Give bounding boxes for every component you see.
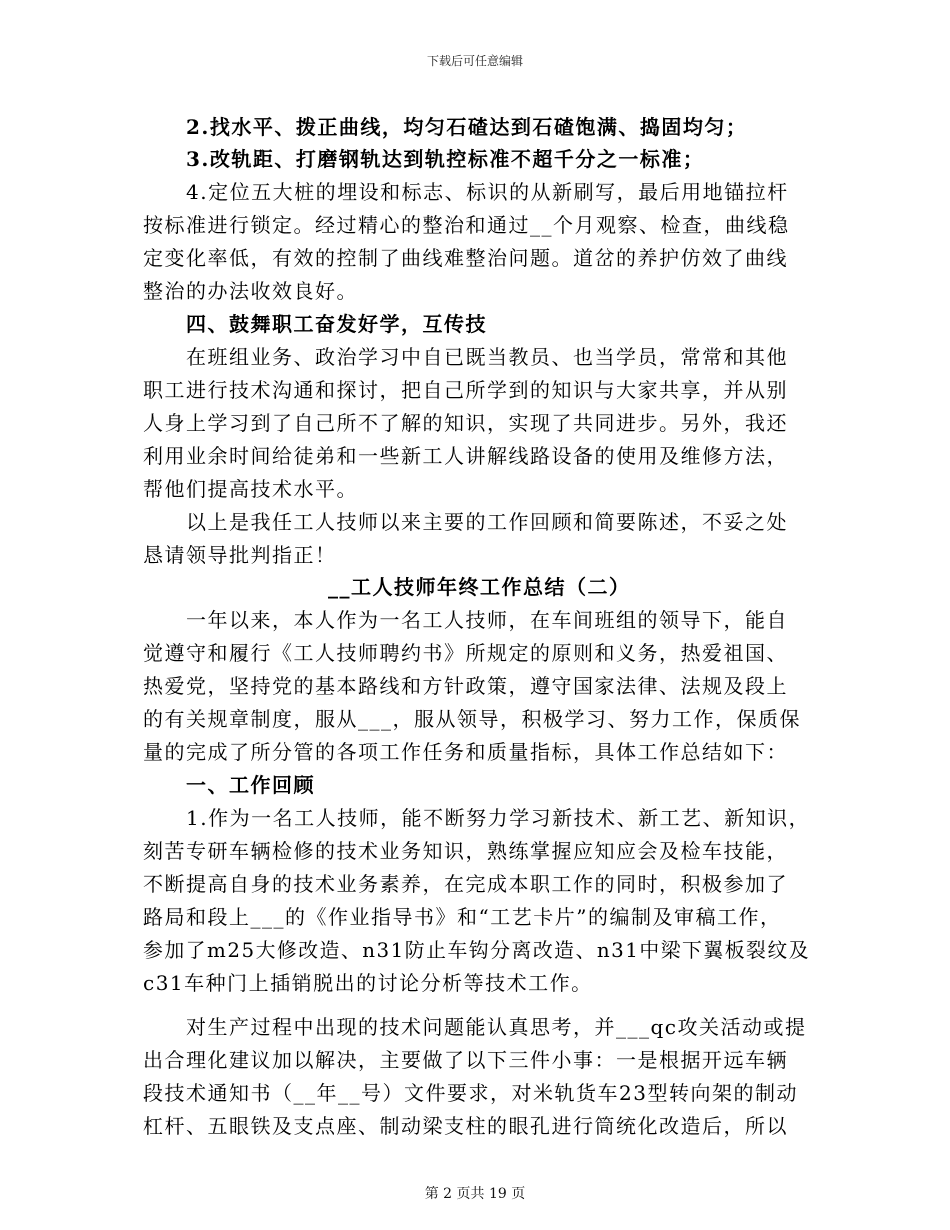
paragraph-line: 热爱党，坚持党的基本路线和方针政策，遵守国家法律、法规及段上: [143, 674, 788, 698]
paragraph-line: 整治的办法收效良好。: [143, 279, 358, 303]
paragraph-line: 对生产过程中出现的技术问题能认真思考，并___qc攻关活动或提: [186, 1015, 807, 1039]
paragraph-line: 1.作为一名工人技师，能不断努力学习新技术、新工艺、新知识，: [186, 806, 811, 830]
section-heading: 一、工作回顾: [186, 773, 315, 797]
paragraph-line: 的有关规章制度，服从___，服从领导，积极学习、努力工作，保质保: [143, 707, 801, 731]
paragraph-line: 杠杆、五眼铁及支点座、制动梁支柱的眼孔进行筒统化改造后，所以: [143, 1114, 788, 1138]
paragraph-line: 以上是我任工人技师以来主要的工作回顾和简要陈述，不妥之处: [186, 510, 788, 534]
page-footer: 第 2 页共 19 页: [424, 1186, 526, 1202]
list-item-2: 2.找水平、拨正曲线，均匀石碴达到石碴饱满、捣固均匀；: [186, 115, 748, 139]
paragraph-line: 刻苦专研车辆检修的技术业务知识，熟练掌握应知应会及检车技能，: [143, 839, 788, 863]
paragraph-line: 一年以来，本人作为一名工人技师，在车间班组的领导下，能自: [186, 608, 788, 632]
paragraph-line: 路局和段上___的《作业指导书》和“工艺卡片”的编制及审稿工作，: [143, 905, 782, 929]
paragraph-line: 参加了m25大修改造、n31防止车钩分离改造、n31中梁下翼板裂纹及: [143, 938, 811, 962]
paragraph-line: 觉遵守和履行《工人技师聘约书》所规定的原则和义务，热爱祖国、: [143, 641, 788, 665]
paragraph-line: c31车种门上插销脱出的讨论分析等技术工作。: [143, 971, 593, 995]
paragraph-line: 利用业余时间给徒弟和一些新工人讲解线路设备的使用及维修方法，: [143, 444, 788, 468]
paragraph-line: 帮他们提高技术水平。: [143, 477, 358, 501]
section-heading: 四、鼓舞职工奋发好学，互传技: [186, 312, 487, 336]
paragraph-line: 不断提高自身的技术业务素养，在完成本职工作的同时，积极参加了: [143, 872, 788, 896]
paragraph-line: 出合理化建议加以解决，主要做了以下三件小事：一是根据开远车辆: [143, 1048, 788, 1072]
paragraph-line: 4.定位五大桩的埋设和标志、标识的从新刷写，最后用地锚拉杆: [186, 180, 789, 204]
paragraph-line: 按标准进行锁定。经过精心的整治和通过__个月观察、检查，曲线稳: [143, 213, 790, 237]
document-subtitle: __工人技师年终工作总结（二）: [328, 575, 631, 599]
paragraph-line: 定变化率低，有效的控制了曲线难整治问题。道岔的养护仿效了曲线: [143, 246, 788, 270]
paragraph-line: 恳请领导批判指正！: [143, 543, 337, 567]
paragraph-line: 量的完成了所分管的各项工作任务和质量指标，具体工作总结如下：: [143, 740, 788, 764]
page-header: 下载后可任意编辑: [426, 54, 523, 68]
list-item-3: 3.改轨距、打磨钢轨达到轨控标准不超千分之一标准；: [186, 147, 705, 171]
paragraph-line: 人身上学习到了自己所不了解的知识，实现了共同进步。另外，我还: [143, 411, 788, 435]
paragraph-line: 在班组业务、政治学习中自已既当教员、也当学员，常常和其他: [186, 345, 788, 369]
paragraph-line: 段技术通知书（__年__号）文件要求，对米轨货车23型转向架的制动: [143, 1081, 798, 1105]
paragraph-line: 职工进行技术沟通和探讨，把自己所学到的知识与大家共享，并从别: [143, 378, 788, 402]
